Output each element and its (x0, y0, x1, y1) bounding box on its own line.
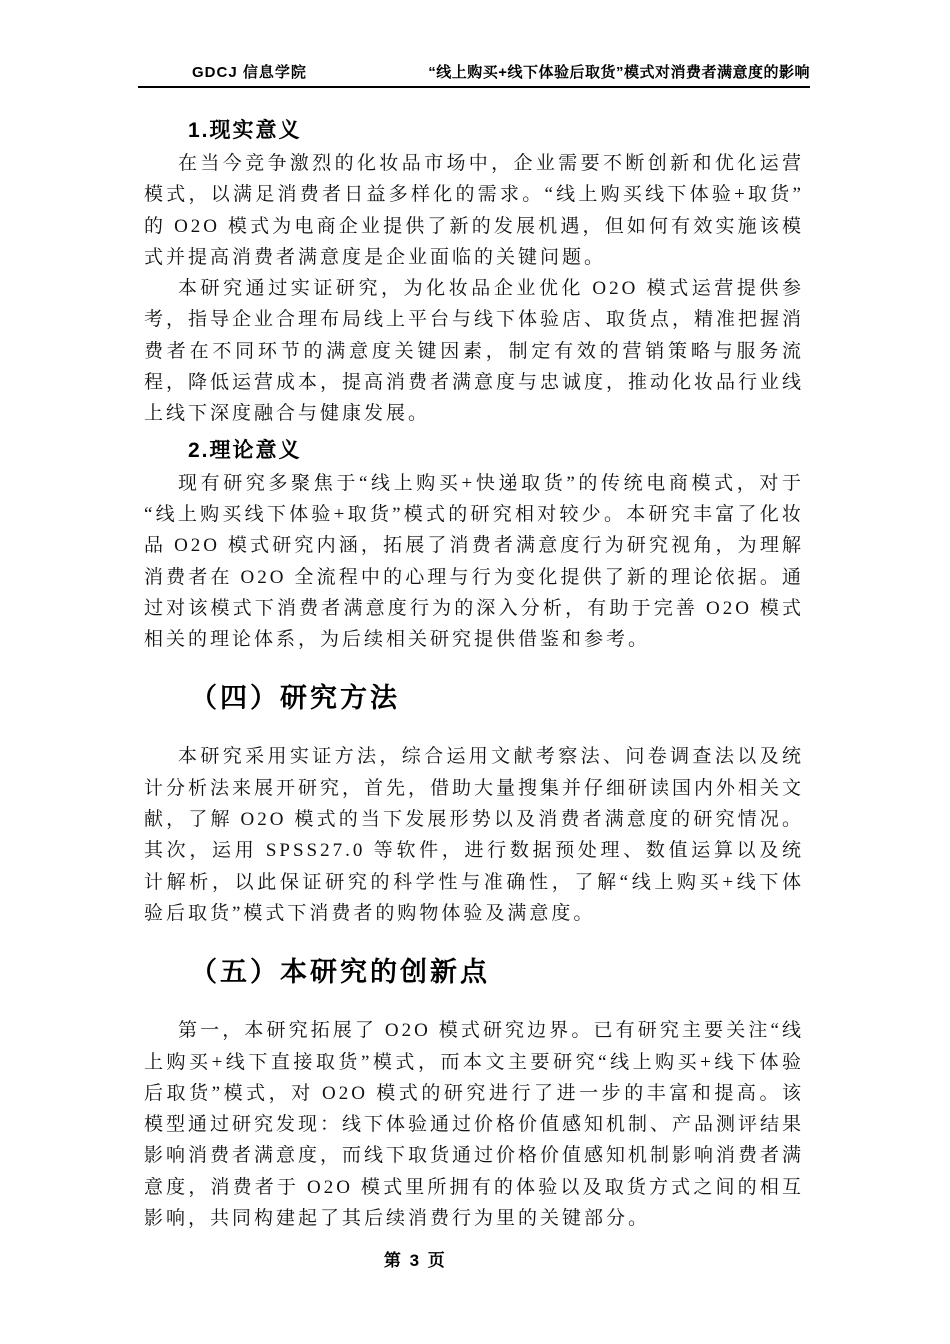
paragraph-theoretical-significance: 现有研究多聚焦于“线上购买+快递取货”的传统电商模式，对于“线上购买线下体验+取货”模式的研究相对较少。本研究丰富了化妆品 O2O 模式研究内涵，拓展了消费者满意度行为研究视角，为理解消费者在 O2O 全流程中的心理与行为变化提供了新的理论依据。通过对该模式下消费者满意度行为的深入分析，有助于完善 O2O 模式相关的理论体系，为后续相关研究提供借鉴和参考。 (144, 472, 804, 651)
page-body (144, 116, 804, 1234)
paragraph-practical-significance-1: 在当今竞争激烈的化妆品市场中，企业需要不断创新和优化运营模式，以满足消费者日益多样化的需求。“线上购买线下体验+取货”的 O2O 模式为电商企业提供了新的发展机遇，但如何有效实施该模式并提高消费者满意度是企业面临的关键问题。 (144, 153, 804, 268)
section-heading-research-methods: （四）研究方法 (190, 683, 400, 714)
page-footer (357, 1226, 447, 1291)
header-school-name: GDCJ 信息学院 (192, 64, 307, 81)
header-paper-title: “线上购买+线下体验后取货”模式对消费者满意度的影响 (428, 64, 810, 81)
section-heading-innovation-points: （五）本研究的创新点 (190, 957, 490, 988)
subsection-heading-practical-significance: 1.现实意义 (188, 119, 302, 142)
page-header (138, 63, 810, 88)
paragraph-innovation-points: 第一，本研究拓展了 O2O 模式研究边界。已有研究主要关注“线上购买+线下直接取货”模式，而本文主要研究“线上购买+线下体验后取货”模式，对 O2O 模式的研究进行了进一步的丰富和提高。该模型通过研究发现：线下体验通过价格价值感知机制、产品测评结果影响消费者满意度，而线下取货通过价格价值感知机制影响消费者满意度，消费者于 O2O 模式里所拥有的体验以及取货方式之间的相互影响，共同构建起了其后续消费行为里的关键部分。 (144, 1020, 805, 1230)
page-number: 第 3 页 (383, 1251, 447, 1270)
paragraph-research-methods: 本研究采用实证方法，综合运用文献考察法、问卷调查法以及统计分析法来展开研究，首先，借助大量搜集并仔细研读国内外相关文献，了解 O2O 模式的当下发展形势以及消费者满意度的研究情况。其次，运用 SPSS27.0 等软件，进行数据预处理、数值运算以及统计解析，以此保证研究的科学性与准确性，了解“线上购买+线下体验后取货”模式下消费者的购物体验及满意度。 (144, 746, 805, 924)
paragraph-practical-significance-2: 本研究通过实证研究，为化妆品企业优化 O2O 模式运营提供参考，指导企业合理布局线上平台与线下体验店、取货点，精准把握消费者在不同环节的满意度关键因素，制定有效的营销策略与服务流程，降低运营成本，提高消费者满意度与忠诚度，推动化妆品行业线上线下深度融合与健康发展。 (144, 278, 805, 425)
subsection-heading-theoretical-significance: 2.理论意义 (188, 438, 302, 462)
